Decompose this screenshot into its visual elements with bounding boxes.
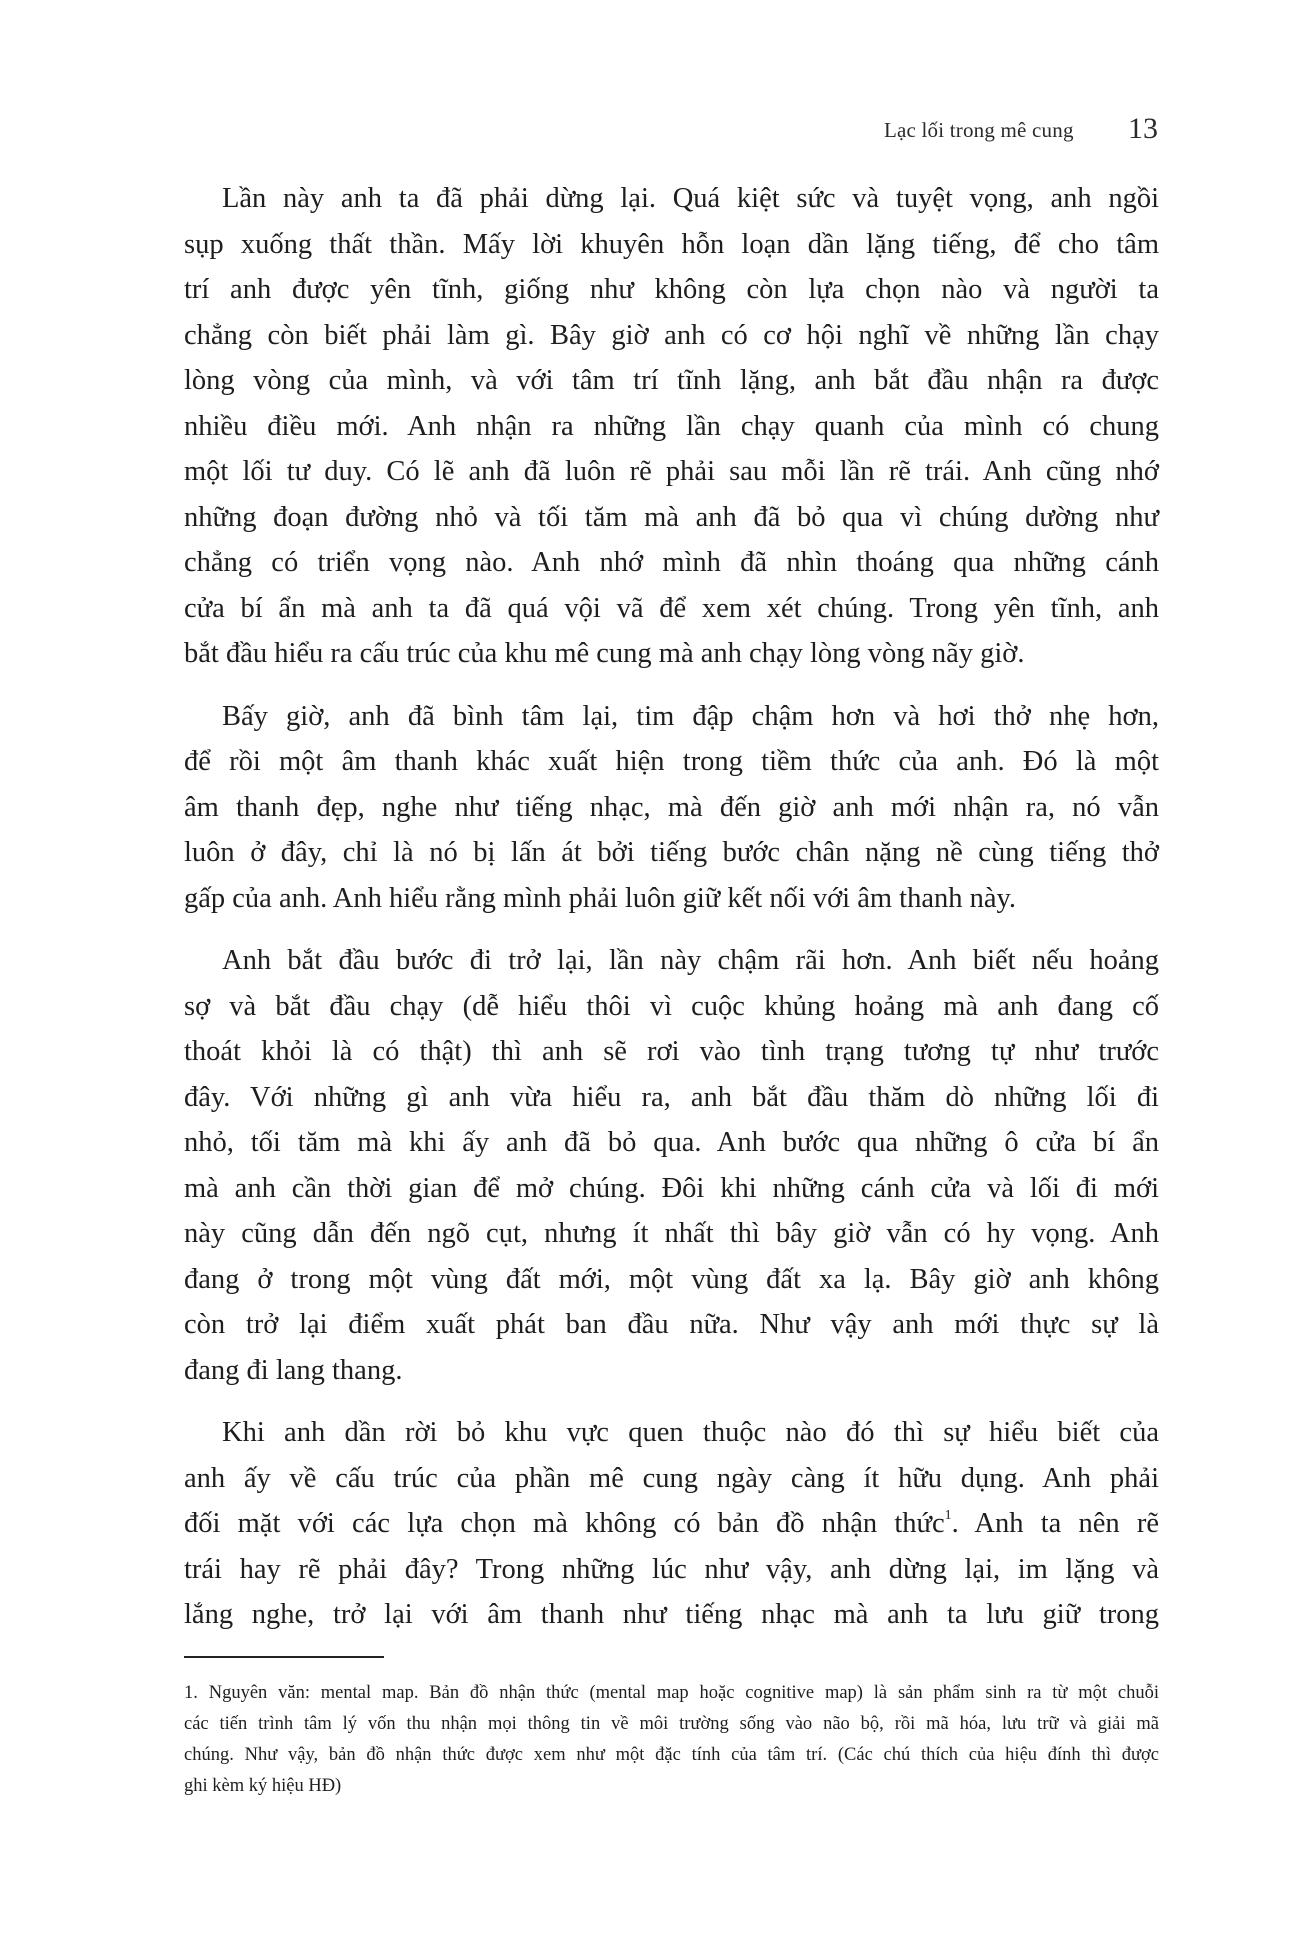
text-line xyxy=(184,1501,1159,1547)
text-line: chẳng có triển vọng nào. Anh nhớ mình đã nhìn thoáng qua những cánh xyxy=(184,547,1159,578)
text-line: mà anh cần thời gian để mở chúng. Đôi khi những cánh cửa và lối đi mới xyxy=(184,1172,1159,1204)
text-line: lắng nghe, trở lại với âm thanh như tiếng nhạc mà anh ta lưu giữ trong xyxy=(184,1599,1159,1630)
text-line: bắt đầu hiểu ra cấu trúc của khu mê cung mà anh chạy lòng vòng nãy giờ. xyxy=(184,638,1025,669)
text-line: Khi anh dần rời bỏ khu vực quen thuộc nào đó thì sự hiểu biết của xyxy=(222,1417,1159,1448)
text-line: còn trở lại điểm xuất phát ban đầu nữa. Như vậy anh mới thực sự là xyxy=(184,1309,1159,1340)
footnote xyxy=(184,1678,1159,1802)
footnote-line: chúng. Như vậy, bản đồ nhận thức được xem như một đặc tính của tâm trí. (Các chú thích của hiệu đính thì được xyxy=(184,1745,1159,1765)
body-text xyxy=(184,176,1159,1655)
text-line: nhỏ, tối tăm mà khi ấy anh đã bỏ qua. Anh bước qua những ô cửa bí ẩn xyxy=(184,1127,1159,1158)
text-line: để rồi một âm thanh khác xuất hiện trong tiềm thức của anh. Đó là một xyxy=(184,746,1159,777)
page-number: 13 xyxy=(1128,112,1158,145)
text-line: âm thanh đẹp, nghe như tiếng nhạc, mà đến giờ anh mới nhận ra, nó vẫn xyxy=(184,791,1159,823)
text-line: đang đi lang thang. xyxy=(184,1354,403,1386)
paragraph xyxy=(184,694,1159,922)
text-line: đây. Với những gì anh vừa hiểu ra, anh bắt đầu thăm dò những lối đi xyxy=(184,1081,1159,1113)
text-line: một lối tư duy. Có lẽ anh đã luôn rẽ phải sau mỗi lần rẽ trái. Anh cũng nhớ xyxy=(184,456,1159,487)
text-line: sụp xuống thất thần. Mấy lời khuyên hỗn loạn dần lặng tiếng, để cho tâm xyxy=(184,228,1159,260)
footnote-reference[interactable]: 1 xyxy=(944,1508,952,1523)
text-line: nhiều điều mới. Anh nhận ra những lần chạy quanh của mình có chung xyxy=(184,410,1159,442)
text-line: chẳng còn biết phải làm gì. Bây giờ anh có cơ hội nghĩ về những lần chạy xyxy=(184,319,1159,351)
footnote-divider xyxy=(184,1656,384,1658)
paragraph xyxy=(184,938,1159,1393)
text-line: đang ở trong một vùng đất mới, một vùng đất xa lạ. Bây giờ anh không xyxy=(184,1263,1159,1295)
text-fragment: đối mặt với các lựa chọn mà không có bản đồ nhận thức xyxy=(184,1508,945,1539)
text-line: gấp của anh. Anh hiểu rằng mình phải luôn giữ kết nối với âm thanh này. xyxy=(184,882,1017,914)
text-fragment: . Anh ta nên rẽ xyxy=(951,1508,1159,1539)
text-line: trí anh được yên tĩnh, giống như không còn lựa chọn nào và người ta xyxy=(184,274,1159,305)
running-title: Lạc lối trong mê cung xyxy=(884,118,1074,142)
text-line: lòng vòng của mình, và với tâm trí tĩnh lặng, anh bắt đầu nhận ra được xyxy=(184,365,1159,396)
text-line: Lần này anh ta đã phải dừng lại. Quá kiệt sức và tuyệt vọng, anh ngồi xyxy=(222,183,1159,214)
text-line: Bấy giờ, anh đã bình tâm lại, tim đập chậm hơn và hơi thở nhẹ hơn, xyxy=(222,700,1159,732)
paragraph xyxy=(184,1410,1159,1638)
text-line: sợ và bắt đầu chạy (dễ hiểu thôi vì cuộc khủng hoảng mà anh đang cố xyxy=(184,990,1159,1022)
text-line: những đoạn đường nhỏ và tối tăm mà anh đã bỏ qua vì chúng dường như xyxy=(184,501,1159,533)
footnote-line: ghi kèm ký hiệu HĐ) xyxy=(184,1776,342,1796)
text-line: cửa bí ẩn mà anh ta đã quá vội vã để xem xét chúng. Trong yên tĩnh, anh xyxy=(184,592,1159,624)
footnote-line: 1. Nguyên văn: mental map. Bản đồ nhận thức (mental map hoặc cognitive map) là sản phẩm sinh ra từ một chuỗi xyxy=(184,1683,1159,1703)
paragraph xyxy=(184,176,1159,677)
footnote-line: các tiến trình tâm lý vốn thu nhận mọi thông tin về môi trường sống vào não bộ, rồi mã hóa, lưu trữ và giải mã xyxy=(184,1714,1159,1734)
text-line: anh ấy về cấu trúc của phần mê cung ngày càng ít hữu dụng. Anh phải xyxy=(184,1462,1159,1494)
text-line: thoát khỏi là có thật) thì anh sẽ rơi vào tình trạng tương tự như trước xyxy=(184,1036,1159,1067)
text-line: trái hay rẽ phải đây? Trong những lúc như vậy, anh dừng lại, im lặng và xyxy=(184,1553,1159,1585)
text-line: này cũng dẫn đến ngõ cụt, nhưng ít nhất thì bây giờ vẫn có hy vọng. Anh xyxy=(184,1218,1159,1249)
text-line: Anh bắt đầu bước đi trở lại, lần này chậm rãi hơn. Anh biết nếu hoảng xyxy=(222,945,1159,976)
text-line: luôn ở đây, chỉ là nó bị lấn át bởi tiếng bước chân nặng nề cùng tiếng thở xyxy=(184,837,1159,868)
